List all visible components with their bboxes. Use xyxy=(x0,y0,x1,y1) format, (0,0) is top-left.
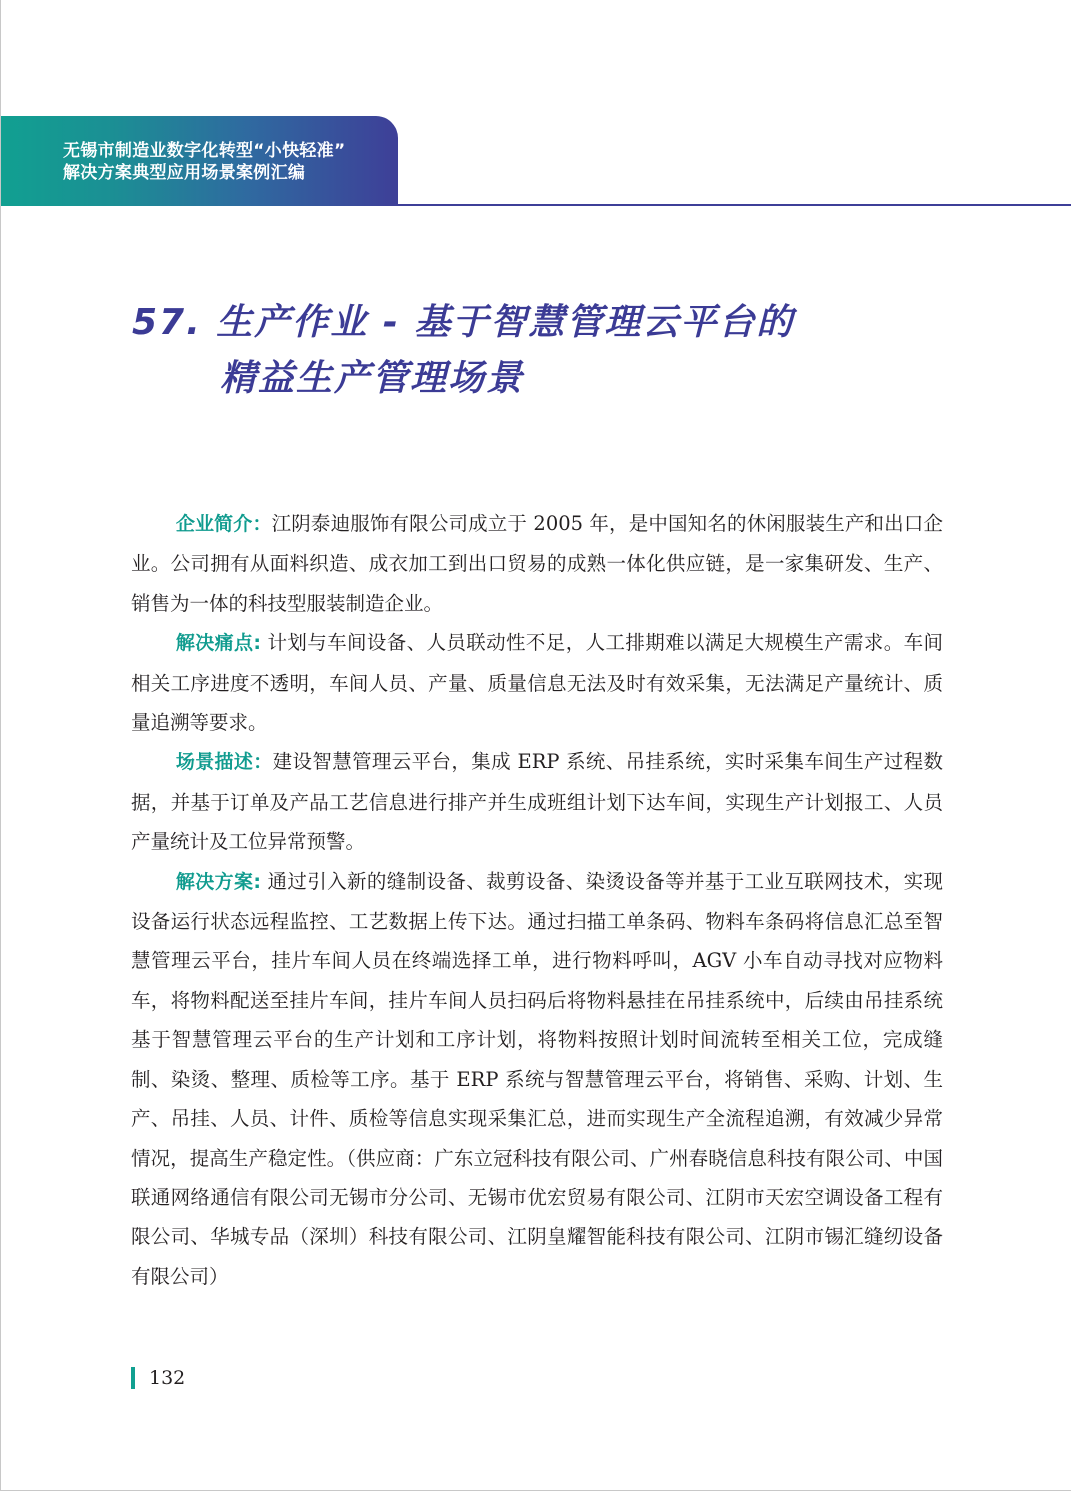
section-label: 企业简介： xyxy=(175,513,272,535)
section-text: 通过引入新的缝制设备、裁剪设备、染烫设备等并基于工业互联网技术，实现设备运行状态远程监控、工艺数据上传下达。通过扫描工单条码、物料车条码将信息汇总至智慧管理云平台，挂片车间人员在终端选择工单，进行物料呼叫，AGV 小车自动寻找对应物料车，将物料配送至挂片车间，挂片车间人员扫码后将物料悬挂在吊挂系统中，后续由吊挂系统基于智慧管理云平台的生产计划和工序计划，将物料按照计划时间流转至相关工位，完成缝制、染烫、整理、质检等工序。基于 ERP 系统与智慧管理云平台，将销售、采购、计划、生产、吊挂、人员、计件、质检等信息实现采集汇总，进而实现生产全流程追溯，有效减少异常情况，提高生产稳定性。（供应商：广东立冠科技有限公司、广州春晓信息科技有限公司、中国联通网络通信有限公司无锡市分公司、无锡市优宏贸易有限公司、江阴市天宏空调设备工程有限公司、华城专品（深圳）科技有限公司、江阴皇耀智能科技有限公司、江阴市锡汇缝纫设备有限公司） xyxy=(131,869,943,1288)
page-number xyxy=(131,1366,185,1390)
header-title-line-1: 无锡市制造业数字化转型“小快轻准” xyxy=(63,141,346,161)
section-text: 计划与车间设备、人员联动性不足，人工排期难以满足大规模生产需求。车间相关工序进度不透明，车间人员、产量、质量信息无法及时有效采集，无法满足产量统计、质量追溯等要求。 xyxy=(131,631,943,735)
page-number-bar xyxy=(131,1367,135,1389)
page-title-line-2: 精益生产管理场景 xyxy=(220,358,525,399)
section-text: 江阴泰迪服饰有限公司成立于 2005 年，是中国知名的休闲服装生产和出口企业。公司拥有从面料织造、成衣加工到出口贸易的成熟一体化供应链，是一家集研发、生产、销售为一体的科技型服装制造企业。 xyxy=(131,512,943,615)
section-scenario xyxy=(131,742,943,861)
page-title-line-1: 57. 生产作业 - 基于智慧管理云平台的 xyxy=(132,302,795,343)
header-title-line-2: 解决方案典型应用场景案例汇编 xyxy=(63,163,306,183)
section-solution xyxy=(131,862,943,1296)
section-label: 解决痛点: xyxy=(175,632,261,655)
page-border-left xyxy=(0,0,1,1491)
header-divider xyxy=(398,204,1071,206)
section-company-intro xyxy=(131,504,943,623)
section-label: 解决方案: xyxy=(175,870,261,893)
page-title xyxy=(132,295,794,407)
section-pain-points xyxy=(131,623,943,742)
header-banner xyxy=(1,116,398,206)
page-number-text: 132 xyxy=(149,1367,186,1389)
section-text: 建设智慧管理云平台，集成 ERP 系统、吊挂系统，实时采集车间生产过程数据，并基于订单及产品工艺信息进行排产并生成班组计划下达车间，实现生产计划报工、人员产量统计及工位异常预警。 xyxy=(131,750,943,854)
section-label: 场景描述： xyxy=(175,751,273,774)
article-body xyxy=(131,504,943,1296)
